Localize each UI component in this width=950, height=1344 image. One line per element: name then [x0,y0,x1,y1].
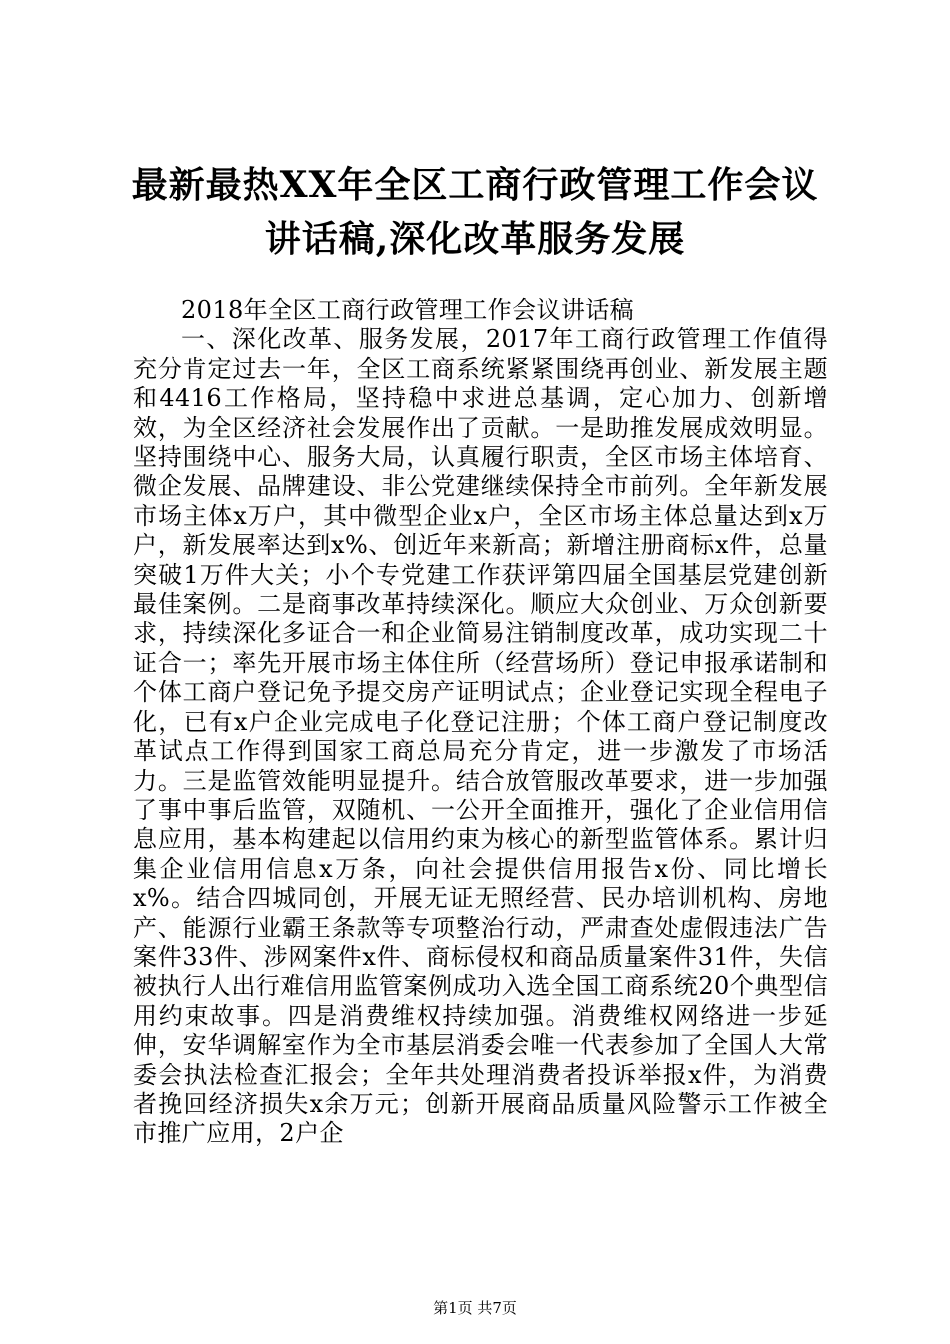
paragraph-subtitle: 2018年全区工商行政管理工作会议讲话稿 [181,296,635,324]
page-number-footer: 第1页 共7页 [433,1299,517,1317]
paragraph-main: 一、深化改革、服务发展，2017年工商行政管理工作值得充分肯定过去一年，全区工商系统紧紧围绕再创业、新发展主题和4416工作格局，坚持稳中求进总基调，定心加力、创新增效，为全区经济社会发展作出了贡献。一是助推发展成效明显。坚持围绕中心、服务大局，认真履行职责，全区市场主体培育、微企发展、品牌建设、非公党建继续保持全市前列。全年新发展市场主体x万户，其中微型企业x户，全区市场主体总量达到x万户，新发展率达到x%、创近年来新高；新增注册商标x件，总量突破1万件大关；小个专党建工作获评第四届全国基层党建创新最佳案例。二是商事改革持续深化。顺应大众创业、万众创新要求，持续深化多证合一和企业简易注销制度改革，成功实现二十证合一；率先开展市场主体住所（经营场所）登记申报承诺制和个体工商户登记免予提交房产证明试点；企业登记实现全程电子化，已有x户企业完成电子化登记注册；个体工商户登记制度改革试点工作得到国家工商总局充分肯定，进一步激发了市场活力。三是监管效能明显提升。结合放管服改革要求，进一步加强了事中事后监管，双随机、一公开全面推开，强化了企业信用信息应用，基本构建起以信用约束为核心的新型监管体系。累计归集企业信用信息x万条，向社会提供信用报告x份、同比增长x%。结合四城同创，开展无证无照经营、民办培训机构、房地产、能源行业霸王条款等专项整治行动，严肃查处虚假违法广告案件33件、涉网案件x件、商标侵权和商品质量案件31件，失信被执行人出行难信用监管案例成功入选全国工商系统20个典型信用约束故事。四是消费维权持续加强。消费维权网络进一步延伸，安华调解室作为全市基层消委会唯一代表参加了全国人大常委会执法检查汇报会；全年共处理消费者投诉举报x件，为消费者挽回经济损失x余万元；创新开展商品质量风险警示工作被全市推广应用，2户企 [133,325,828,1148]
document-body [133,296,828,1149]
document-title: 最新最热XX年全区工商行政管理工作会议讲话稿,深化改革服务发展 [131,164,819,260]
